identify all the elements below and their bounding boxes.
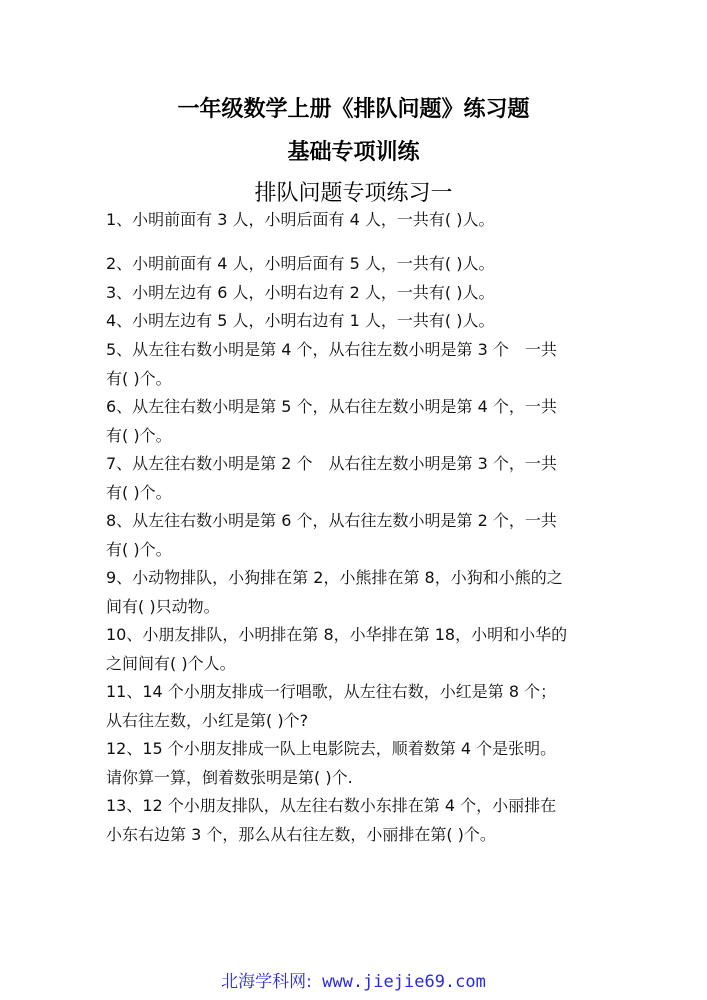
question-6 — [106, 393, 611, 450]
question-4 — [106, 307, 611, 336]
question-line: 7、从左往右数小明是第 2 个 从右往左数小明是第 3 个，一共 — [106, 454, 557, 473]
question-7 — [106, 450, 611, 507]
question-3 — [106, 279, 611, 308]
document-title: 一年级数学上册《排队问题》练习题 — [177, 97, 530, 122]
footer-site-name: 北海学科网: — [221, 972, 312, 992]
question-line: 有( )个。 — [106, 539, 172, 559]
question-line: 小东右边第 3 个，那么从右往左数，小丽排在第( )个。 — [106, 824, 496, 844]
question-line: 从右往左数，小红是第( )个? — [106, 710, 309, 730]
question-line: 之间间有( )个人。 — [106, 653, 236, 673]
question-line: 有( )个。 — [106, 482, 172, 502]
question-line: 5、从左往右数小明是第 4 个，从右往左数小明是第 3 个 一共 — [106, 340, 557, 359]
question-line: 有( )个。 — [106, 425, 172, 445]
footer-watermark — [0, 967, 707, 992]
question-line: 9、小动物排队，小狗排在第 2，小熊排在第 8，小狗和小熊的之 — [106, 568, 563, 587]
question-line: 8、从左往右数小明是第 6 个，从右往左数小明是第 2 个，一共 — [106, 511, 557, 530]
question-8 — [106, 507, 611, 564]
question-9 — [106, 564, 611, 621]
question-10 — [106, 621, 611, 678]
question-line: 13、12 个小朋友排队，从左往右数小东排在第 4 个，小丽排在 — [106, 796, 557, 815]
question-line: 1、小明前面有 3 人，小明后面有 4 人，一共有( )人。 — [106, 210, 495, 229]
question-line: 11、14 个小朋友排成一行唱歌，从左往右数，小红是第 8 个； — [106, 682, 557, 701]
question-line: 6、从左往右数小明是第 5 个，从右往左数小明是第 4 个，一共 — [106, 397, 557, 416]
question-13 — [106, 792, 611, 849]
question-line: 10、小朋友排队，小明排在第 8，小华排在第 18，小明和小华的 — [106, 625, 568, 644]
question-5 — [106, 336, 611, 393]
document-subtitle: 基础专项训练 — [287, 140, 420, 165]
question-line: 间有( )只动物。 — [106, 596, 220, 616]
question-line: 3、小明左边有 6 人，小明右边有 2 人，一共有( )人。 — [106, 283, 495, 302]
footer-url-link[interactable]: www.jiejie69.com — [322, 972, 486, 992]
question-1 — [106, 206, 611, 235]
section-title: 排队问题专项练习一 — [254, 181, 453, 206]
question-line: 4、小明左边有 5 人，小明右边有 1 人，一共有( )人。 — [106, 311, 495, 330]
question-2 — [106, 250, 611, 279]
question-12 — [106, 735, 611, 792]
question-line: 12、15 个小朋友排成一队上电影院去，顺着数第 4 个是张明。 — [106, 739, 557, 758]
question-11 — [106, 678, 611, 735]
question-line: 有( )个。 — [106, 368, 172, 388]
question-line: 2、小明前面有 4 人，小明后面有 5 人，一共有( )人。 — [106, 254, 495, 273]
question-line: 请你算一算，倒着数张明是第( )个. — [106, 767, 353, 787]
